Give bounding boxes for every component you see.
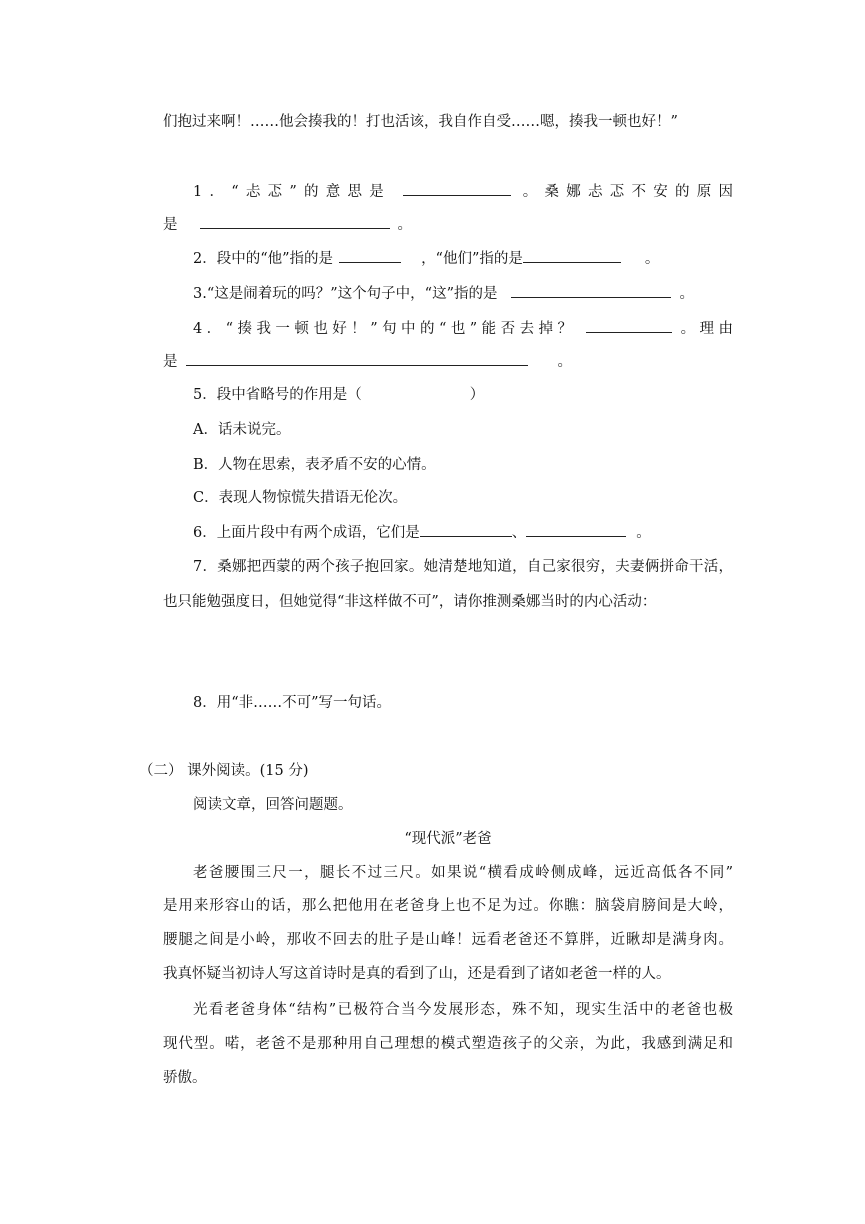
question-3-suffix: 。 [679,286,694,302]
question-6 [193,522,651,543]
continuation-text: 们抱过来啊！……他会揍我的！打也活该，我自作自受……嗯，揍我一顿也好！” [163,114,678,130]
question-6-answer-blank-1[interactable] [420,522,512,537]
question-4-line-1 [193,318,733,339]
question-3-prefix: 3.“这是闹着玩的吗？”这个句子中，“这”指的是 [193,286,498,302]
question-4-line-2 [163,351,572,372]
article-paragraph-1-line-3: 腰腿之间是小岭，那收不回去的肚子是山峰！远看老爸还不算胖，近瞅却是满身肉。 [163,932,733,948]
question-3-answer-blank[interactable] [511,283,671,298]
question-4-mid: 。理由 [680,321,734,337]
question-2-prefix: 2．段中的“他”指的是 [193,251,334,267]
question-6-prefix: 6．上面片段中有两个成语，它们是 [193,525,420,541]
question-6-separator: 、 [511,525,527,541]
question-6-suffix: 。 [636,525,651,541]
question-2-mid: ，“他们”指的是 [421,251,523,267]
question-1-line-1 [193,181,733,202]
question-5-close: ） [469,387,485,403]
question-1-mid: 。桑娜忐忑不安的原因 [522,184,734,200]
question-4-answer-blank-1[interactable] [586,318,672,333]
question-4-answer-blank-2[interactable] [186,351,528,366]
question-2-answer-blank-1[interactable] [339,248,401,263]
question-4-line2-prefix: 是 [163,354,178,370]
question-1-suffix: 。 [397,217,412,233]
article-paragraph-2-line-1: 光看老爸身体“结构”已极符合当今发展形态，殊不知，现实生活中的老爸也极 [193,1002,733,1018]
question-7-line-2: 也只能勉强度日，但她觉得“非这样做不可”，请你推测桑娜当时的内心活动： [163,594,657,610]
question-4-suffix: 。 [557,354,572,370]
question-5-text: 5．段中省略号的作用是（ [193,387,362,403]
article-paragraph-1-line-1: 老爸腰围三尺一，腿长不过三尺。如果说“横看成岭侧成峰，远近高低各不同” [193,865,733,881]
question-2 [193,248,659,269]
question-1-line2-prefix: 是 [163,217,178,233]
question-6-answer-blank-2[interactable] [526,522,626,537]
article-paragraph-1-line-2: 是用来形容山的话，那么把他用在老爸身上也不足为过。你瞧：脑袋肩膀间是大岭， [163,898,733,914]
article-paragraph-1-line-4: 我真怀疑当初诗人写这首诗时是真的看到了山，还是看到了诸如老爸一样的人。 [163,966,671,982]
article-paragraph-2-line-2: 现代型。喏，老爸不是那种用自己理想的模式塑造孩子的父亲，为此，我感到满足和 [163,1036,733,1052]
question-5-option-a: A．话未说完。 [193,422,291,438]
question-1-answer-blank-1[interactable] [403,181,511,196]
article-paragraph-2-line-3: 骄傲。 [163,1070,207,1086]
question-1-line-2 [163,214,412,235]
question-2-answer-blank-2[interactable] [523,248,621,263]
question-1-prefix: 1．“忐忑”的意思是 [193,184,392,200]
question-2-suffix: 。 [644,251,660,267]
section-heading: （二） 课外阅读。(15 分) [139,763,309,779]
question-7-line-1: 7．桑娜把西蒙的两个孩子抱回家。她清楚地知道，自己家很穷，夫妻俩拼命干活， [193,559,733,575]
question-4-prefix: 4．“揍我一顿也好！”句中的“也”能否去掉？ [193,321,577,337]
question-3 [193,283,694,304]
question-5-option-c: C．表现人物惊慌失措语无伦次。 [193,490,408,506]
question-5-option-b: B．人物在思索，表矛盾不安的心情。 [193,457,436,473]
question-1-answer-blank-2[interactable] [200,214,390,229]
reading-instruction: 阅读文章，回答问题题。 [193,797,353,813]
question-8: 8．用“非……不可”写一句话。 [193,695,392,711]
question-5 [193,385,484,405]
article-title: “现代派”老爸 [404,831,492,847]
